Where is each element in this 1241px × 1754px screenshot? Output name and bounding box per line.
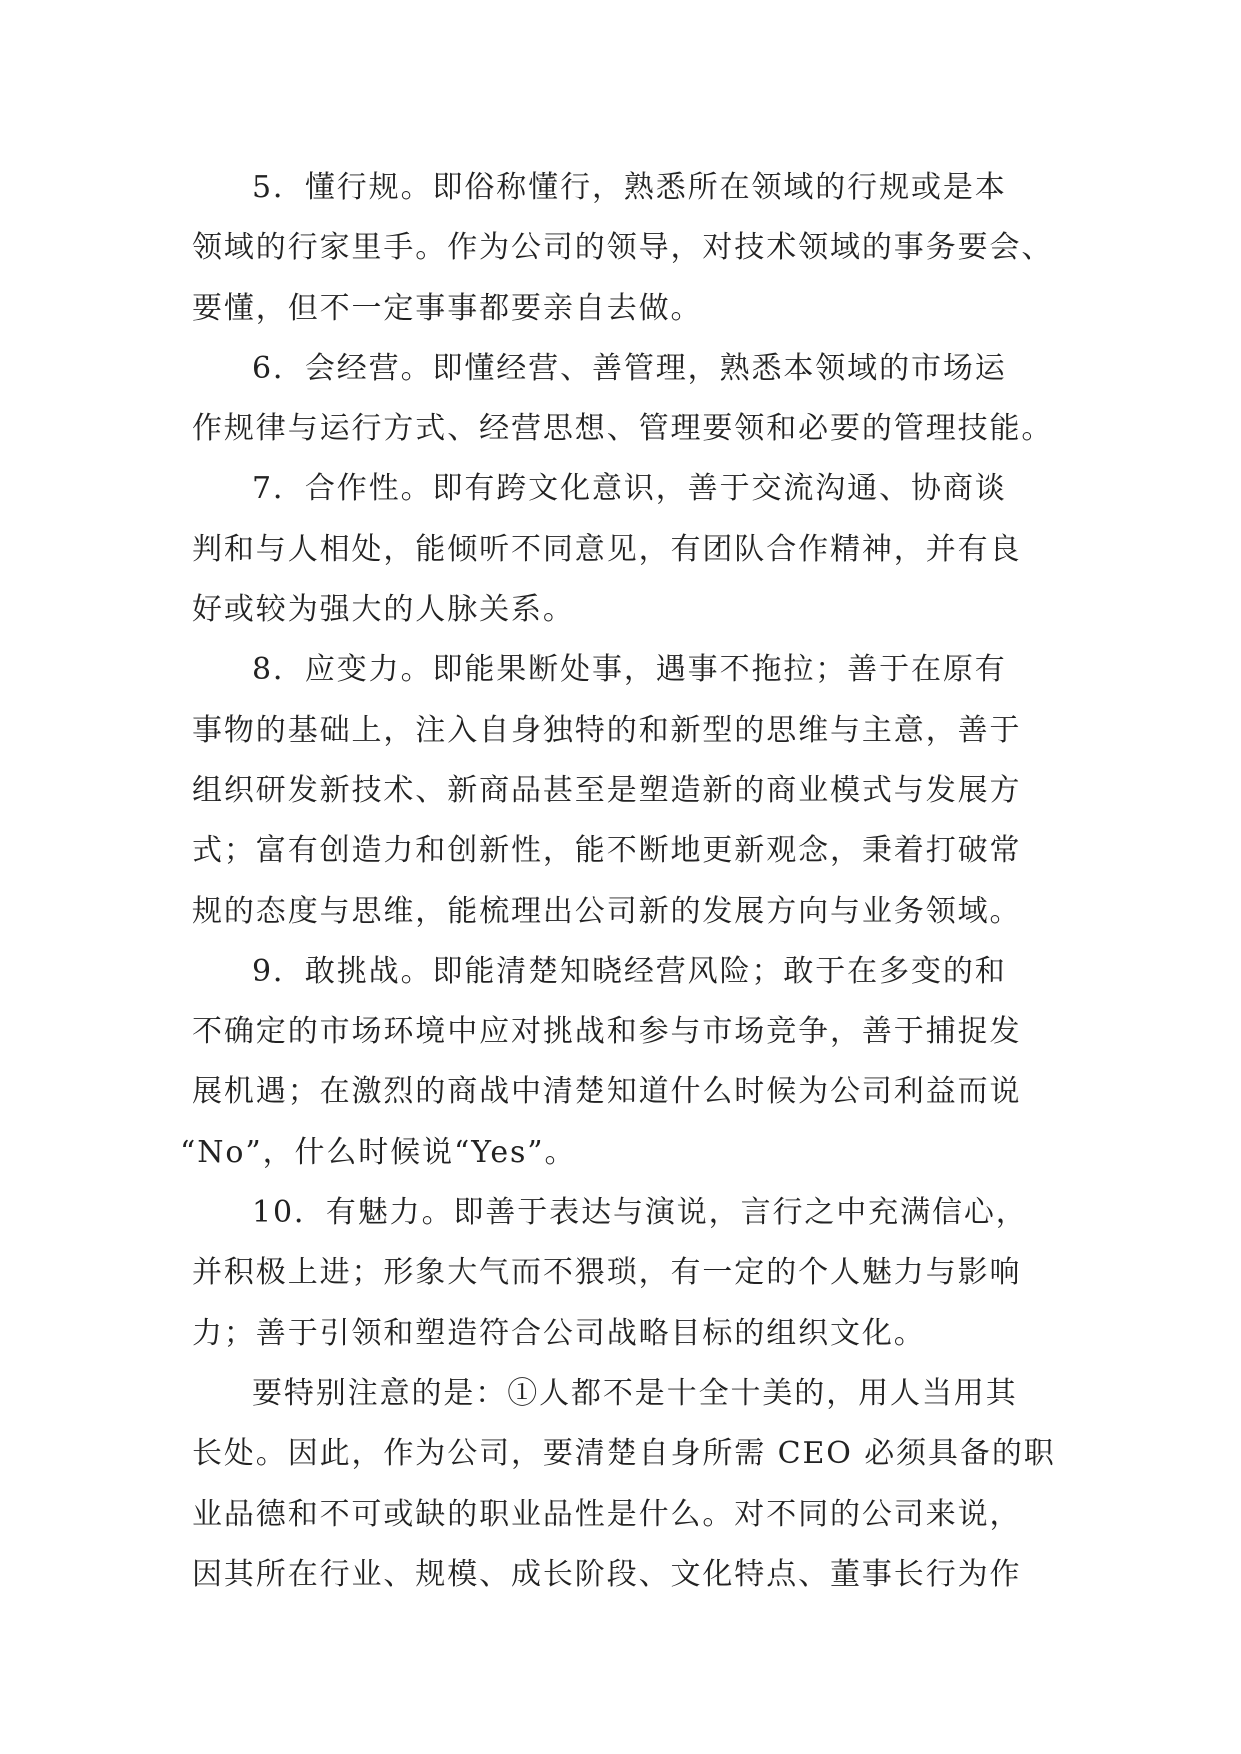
text-line: 式；富有创造力和创新性，能不断地更新观念，秉着打破常 [192,833,1022,869]
text-line: 5．懂行规。即俗称懂行，熟悉所在领域的行规或是本 [252,170,1007,205]
text-line: 要懂，但不一定事事都要亲自去做。 [192,290,703,326]
text-line: 事物的基础上，注入自身独特的和新型的思维与主意，善于 [192,712,1022,748]
body-text [180,158,1056,1605]
text-line: 好或较为强大的人脉关系。 [192,592,575,628]
paragraph-special-note [192,1364,1056,1605]
text-line: 力；善于引领和塑造符合公司战略目标的组织文化。 [192,1315,926,1351]
paragraph-8-adaptability [192,640,1052,941]
text-line: 判和与人相处，能倾听不同意见，有团队合作精神，并有良 [192,531,1022,567]
text-line: “No”，什么时候说“Yes”。 [180,1134,577,1170]
text-line: 不确定的市场环境中应对挑战和参与市场竞争，善于捕捉发 [192,1014,1022,1050]
text-line: 因其所在行业、规模、成长阶段、文化特点、董事长行为作 [192,1556,1022,1592]
paragraph-6-management [192,339,1052,460]
text-line: 规的态度与思维，能梳理出公司新的发展方向与业务领域。 [192,893,1022,929]
text-line: 9．敢挑战。即能清楚知晓经营风险；敢于在多变的和 [252,953,1007,989]
text-line: 展机遇；在激烈的商战中清楚知道什么时候为公司利益而说 [192,1074,1022,1110]
text-line: 并积极上进；形象大气而不猥琐，有一定的个人魅力与影响 [192,1255,1022,1291]
text-line: 长处。因此，作为公司，要清楚自身所需 CEO 必须具备的职 [192,1436,1056,1472]
text-line: 8．应变力。即能果断处事，遇事不拖拉；善于在原有 [252,652,1007,688]
text-line: 要特别注意的是：①人都不是十全十美的，用人当用其 [252,1375,1018,1411]
paragraph-10-charisma [192,1183,1052,1364]
text-line: 组织研发新技术、新商品甚至是塑造新的商业模式与发展方 [192,772,1022,808]
text-line: 7．合作性。即有跨文化意识，善于交流沟通、协商谈 [252,471,1007,507]
text-line: 业品德和不可或缺的职业品性是什么。对不同的公司来说， [192,1496,1022,1532]
text-line: 6．会经营。即懂经营、善管理，熟悉本领域的市场运 [252,350,1007,386]
text-line: 领域的行家里手。作为公司的领导，对技术领域的事务要会、 [192,230,1054,266]
text-line: 作规律与运行方式、经营思想、管理要领和必要的管理技能。 [192,411,1054,447]
text-line: 10．有魅力。即善于表达与演说，言行之中充满信心， [252,1195,1028,1231]
paragraph-5-industry-rules [192,158,1052,339]
paragraph-7-cooperation [192,459,1052,640]
paragraph-9-challenge [180,942,1052,1183]
